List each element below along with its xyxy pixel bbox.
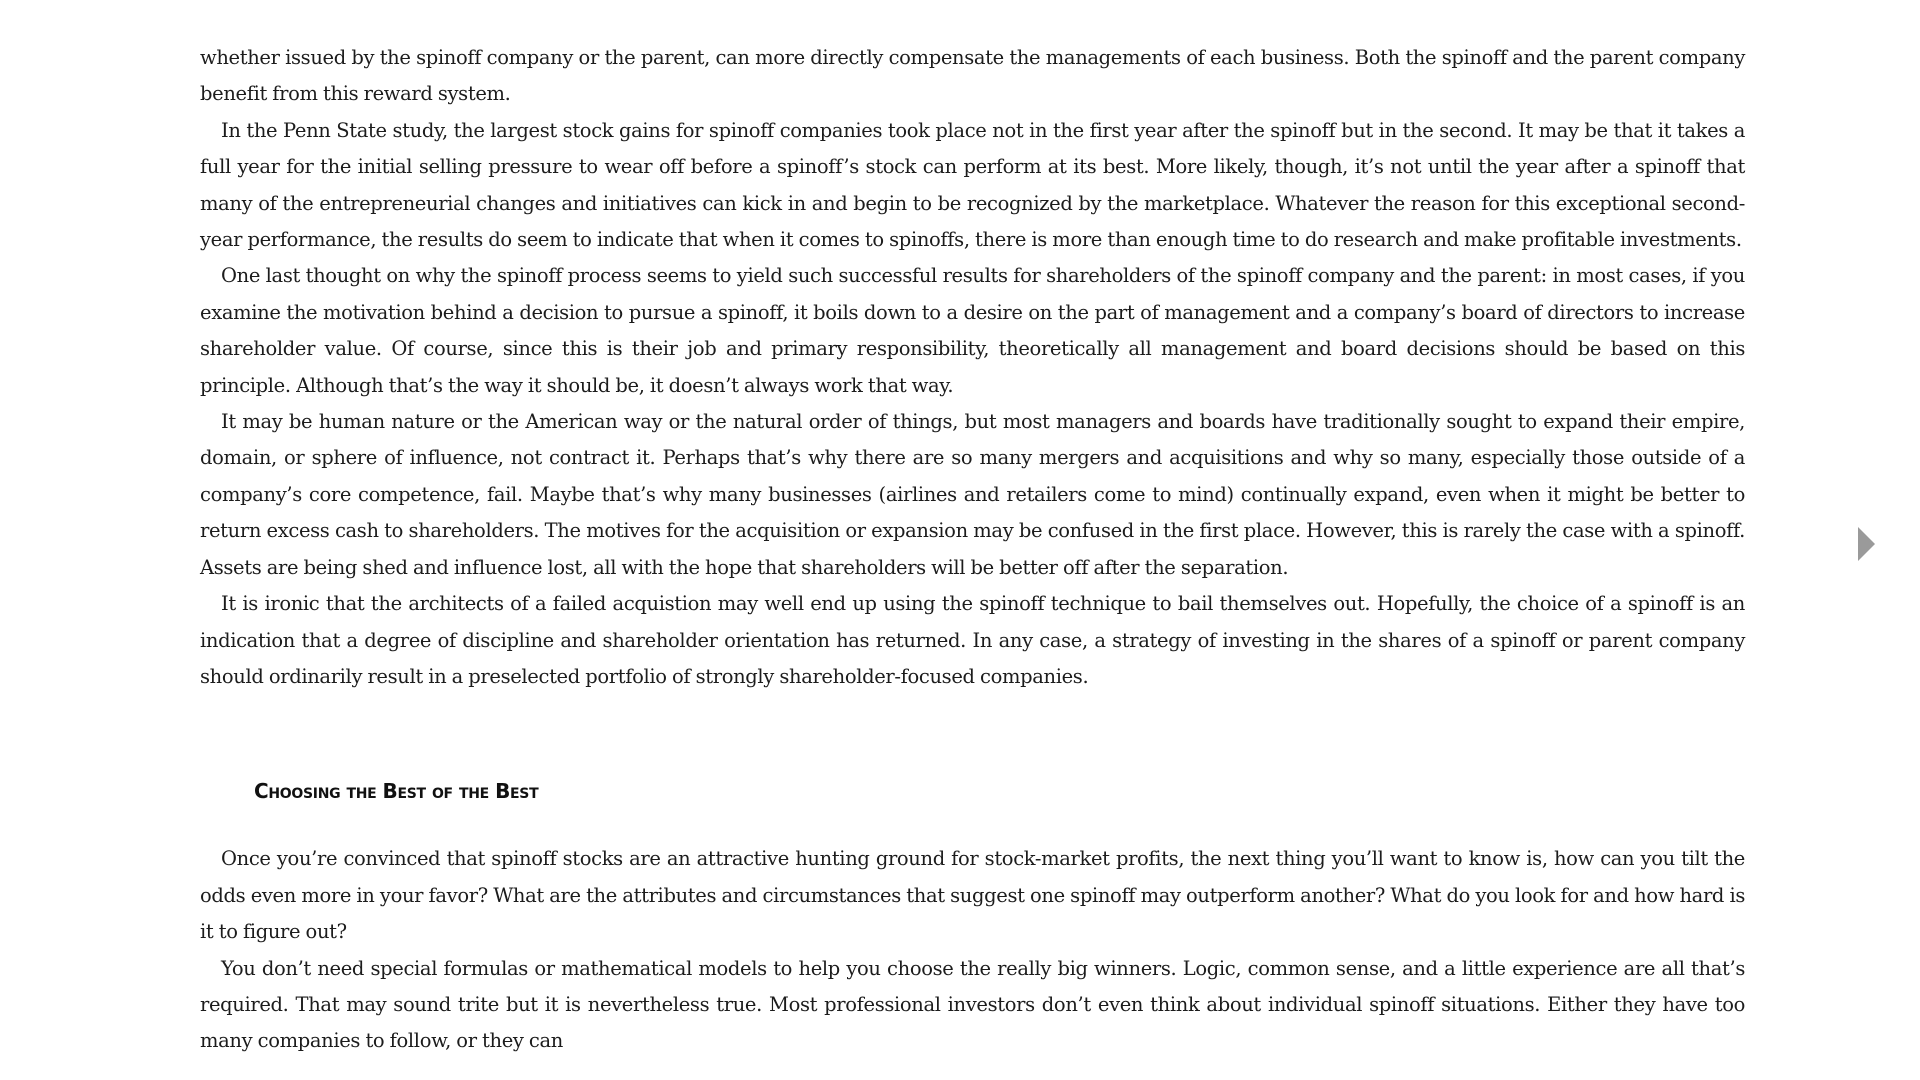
paragraph-penn-state: In the Penn State study, the largest stock gains for spinoff companies took place not in the first year after the spinoff but in the second. It may be that it takes a full year for the initial selling pressure to wear off before a spinoff’s stock can perform at its best. More likely, though, it’s not until the year after a spinoff that many of the entrepreneurial changes and initiatives can kick in and begin to be recognized by the marketplace. Whatever the reason for this exceptional second-year performance, the results do seem to indicate that when it comes to spinoffs, there is more than enough time to do research and make profitable investments. [200,118,1745,252]
section-heading: Choosing the Best of the Best [254,779,539,804]
paragraph-continued: whether issued by the spinoff company or the parent, can more directly compensate the managements of each business. Both the spinoff and the parent company benefit from this reward system. [200,46,1745,106]
paragraph-formulas: You don’t need special formulas or mathematical models to help you choose the really big winners. Logic, common sense, and a little experience are all that’s required. That may sound trite but it is nevertheless true. Most professional investors don’t even think about individual spinoff situations. Either they have too many companies to follow, or they can [200,956,1745,1053]
paragraph-human-nature: It may be human nature or the American way or the natural order of things, but most managers and boards have traditionally sought to expand their empire, domain, or sphere of influence, not contract it. Perhaps that’s why there are so many mergers and acquisitions and why so many, especially those outside of a company’s core competence, fail. Maybe that’s why many businesses (airlines and retailers come to mind) continually expand, even when it might be better to return excess cash to shareholders. The motives for the acquisition or expansion may be confused in the first place. However, this is rarely the case with a spinoff. Assets are being shed and influence lost, all with the hope that shareholders will be better off after the separation. [200,410,1745,579]
book-page [200,40,1745,1060]
paragraph-ironic: It is ironic that the architects of a failed acquistion may well end up using the spinoff technique to bail themselves out. Hopefully, the choice of a spinoff is an indication that a degree of discipline and shareholder orientation has returned. In any case, a strategy of investing in the shares of a spinoff or parent company should ordinarily result in a preselected portfolio of strongly shareholder-focused companies. [200,592,1745,688]
paragraph-convinced: Once you’re convinced that spinoff stocks are an attractive hunting ground for stock-market profits, the next thing you’ll want to know is, how can you tilt the odds even more in your favor? What are the attributes and circumstances that suggest one spinoff may outperform another? What do you look for and how hard is it to figure out? [200,847,1745,944]
next-page-arrow-icon[interactable] [1858,527,1875,561]
paragraph-last-thought: One last thought on why the spinoff process seems to yield such successful results for shareholders of the spinoff company and the parent: in most cases, if you examine the motivation behind a decision to pursue a spinoff, it boils down to a desire on the part of management and a company’s board of directors to increase shareholder value. Of course, since this is their job and primary responsibility, theoretically all management and board decisions should be based on this principle. Although that’s the way it should be, it doesn’t always work that way. [200,264,1745,397]
